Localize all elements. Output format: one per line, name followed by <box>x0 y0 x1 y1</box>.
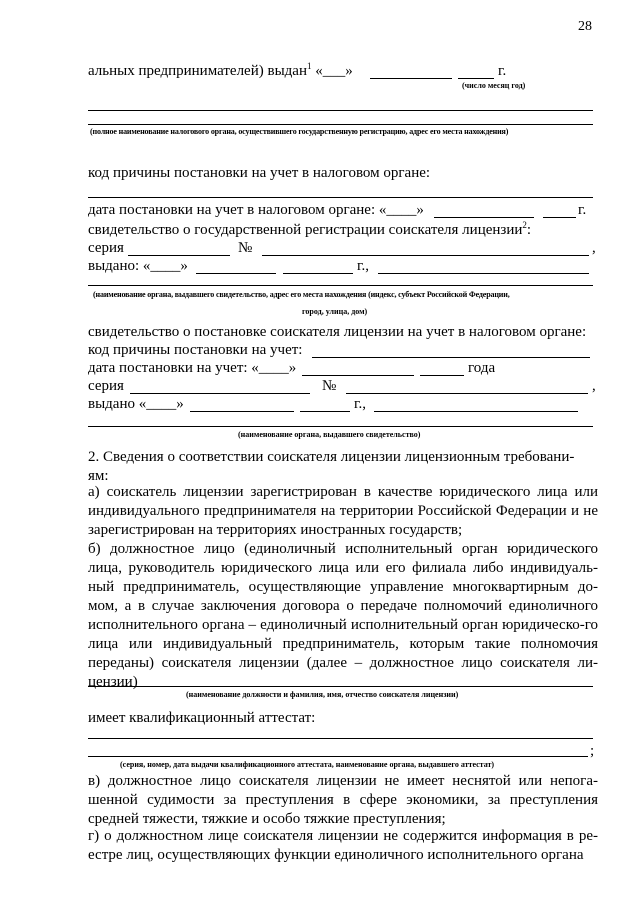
kpp2-blank[interactable] <box>312 357 590 358</box>
series2-blank[interactable] <box>130 393 310 394</box>
issuer2-blank[interactable] <box>88 426 593 427</box>
number-sign: № <box>238 240 253 256</box>
reg-date-month-blank[interactable] <box>434 217 534 218</box>
issued-year-blank[interactable] <box>283 273 353 274</box>
page-number: 28 <box>578 19 592 34</box>
reg-date2-month-blank[interactable] <box>302 375 414 376</box>
kpp2-label: код причины постановки на учет: <box>88 342 303 358</box>
issuer-blank[interactable] <box>88 285 593 286</box>
reg-date2-year-blank[interactable] <box>420 375 464 376</box>
issued2-rest-blank[interactable] <box>374 411 578 412</box>
day-quote: «___» <box>315 63 353 79</box>
attestat-label: имеет квалификационный аттестат: <box>88 710 316 726</box>
attestat-blank[interactable] <box>88 738 593 739</box>
kpp-blank[interactable] <box>88 197 593 198</box>
caption-issuer-2: город, улица, дом) <box>302 307 368 316</box>
series-blank[interactable] <box>128 255 230 256</box>
section2-title: 2. Сведения о соответствии соискателя лицензии лицензионным требовани- <box>88 449 575 465</box>
cert-colon: : <box>526 222 532 238</box>
reg-date-year: г. <box>578 202 587 218</box>
reg-date-year-blank[interactable] <box>543 217 576 218</box>
section2-title-cont: ям: <box>88 468 109 484</box>
footnote-marker: 1 <box>306 61 312 71</box>
caption-date: (число месяц год) <box>462 81 526 90</box>
caption-attestat: (серия, номер, дата выдачи квалификационного аттестата, наименование органа, выдавшего аттестат) <box>120 760 495 769</box>
year-suffix: г. <box>498 63 507 79</box>
tax-authority-blank[interactable] <box>88 110 593 111</box>
year-blank[interactable] <box>458 78 494 79</box>
issued-year: г., <box>357 258 369 274</box>
cert-label <box>88 222 531 239</box>
attestat-blank-2[interactable] <box>88 756 588 757</box>
requirement-a: а) соискатель лицензии зарегистрирован в качестве юридического лица или индивидуального предпринимателя на территории Российской Федерации и не зарегистрирован на территориях иностранных государств; <box>88 484 598 538</box>
series2-comma: , <box>592 378 596 394</box>
issued2-label: выдано «____» <box>88 396 184 412</box>
cert-tax-label: свидетельство о постановке соискателя лицензии на учет в налоговом органе: <box>88 324 587 340</box>
caption-issuer-short: (наименование органа, выдавшего свидетельство) <box>238 430 421 439</box>
issued2-year: г., <box>354 396 366 412</box>
official-blank[interactable] <box>88 686 593 687</box>
reg-date2-label: дата постановки на учет: «____» <box>88 360 297 376</box>
caption-tax-authority: (полное наименование налогового органа, осуществившего государственную регистрацию, адрес его места нахождения) <box>90 127 509 136</box>
attestat-semicolon: ; <box>590 743 595 759</box>
month-blank[interactable] <box>370 78 452 79</box>
issued2-year-blank[interactable] <box>300 411 350 412</box>
number2-sign: № <box>322 378 337 394</box>
issued-label: выдано: «____» <box>88 258 188 274</box>
kpp-label: код причины постановки на учет в налоговом органе: <box>88 165 431 181</box>
series-label: серия <box>88 240 124 256</box>
issued-by-line <box>88 63 353 80</box>
number2-blank[interactable] <box>346 393 588 394</box>
issued-rest-blank[interactable] <box>378 273 589 274</box>
number-blank[interactable] <box>262 255 589 256</box>
series2-label: серия <box>88 378 124 394</box>
caption-official: (наименование должности и фамилия, имя, отчество соискателя лицензии) <box>186 690 459 699</box>
requirement-b: б) должностное лицо (единоличный исполнительный орган юридического лица, руководитель юридического лица или его филиала либо индивидуаль-ный предприниматель, осуществляющие управление многоквартирным до-мом, а в случае заключения договора о передаче полномочий единоличного исполнительного органа – единоличный исполнительный орган юридическо-го лица или индивидуальный предприниматель, которым такие полномочия переданы) соискателя лицензии (далее – должностное лицо соискателя ли-цензии) <box>88 541 598 690</box>
reg-date2-year: года <box>468 360 496 376</box>
cert-text: свидетельство о государственной регистрации соискателя лицензии <box>88 222 523 238</box>
tax-authority-blank-2[interactable] <box>88 124 593 125</box>
reg-date-label: дата постановки на учет в налоговом органе: «____» <box>88 202 424 218</box>
issued2-month-blank[interactable] <box>190 411 294 412</box>
series-comma: , <box>592 240 596 256</box>
requirement-d: г) о должностном лице соискателя лицензии не содержится информация в ре-естре лиц, осуществляющих функции единоличного исполнительного органа <box>88 828 598 863</box>
issued-by-text: альных предпринимателей) выдан <box>88 63 307 79</box>
footnote-marker-2: 2 <box>522 220 527 230</box>
caption-issuer: (наименование органа, выдавшего свидетельство, адрес его места нахождения (индекс, субъект Российской Федерации, <box>93 290 510 299</box>
issued-month-blank[interactable] <box>196 273 276 274</box>
requirement-c: в) должностное лицо соискателя лицензии не имеет неснятой или непога-шенной судимости за преступления в сфере экономики, за преступления средней тяжести, тяжкие и особо тяжкие преступления; <box>88 773 598 827</box>
